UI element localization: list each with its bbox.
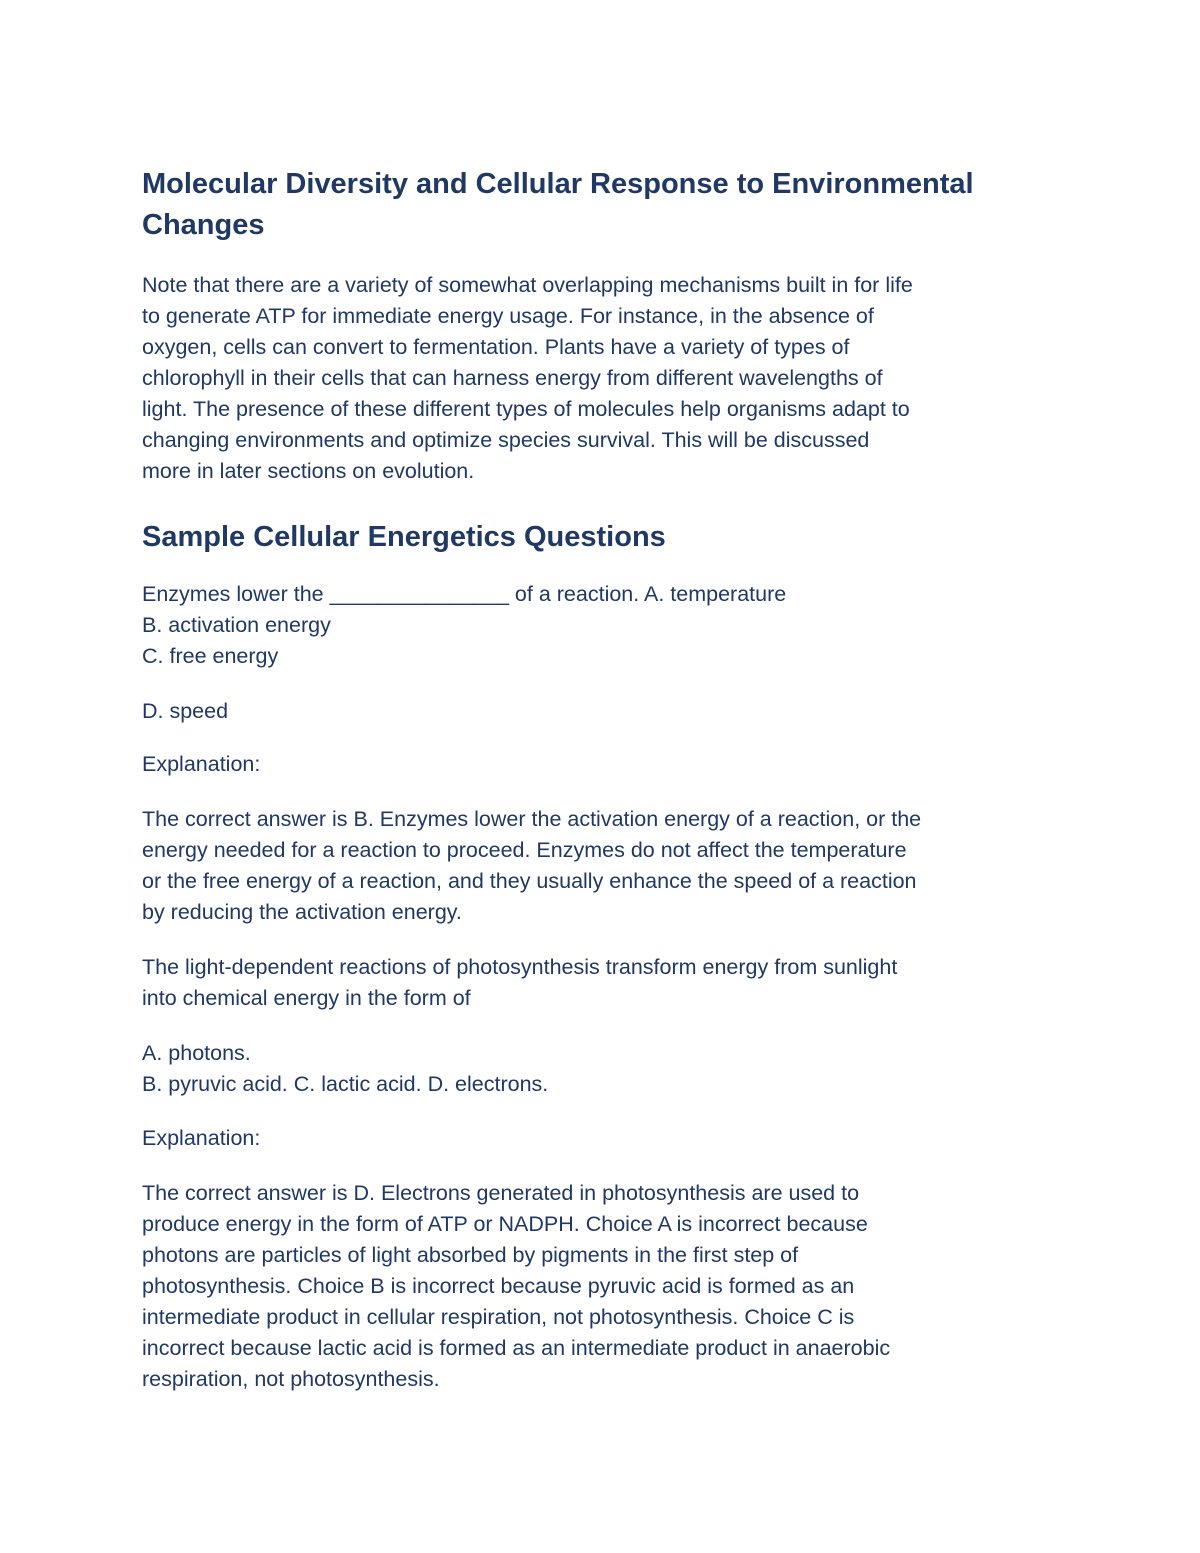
answer-option: B. activation energy (142, 613, 331, 637)
section-title-sample-questions: Sample Cellular Energetics Questions (142, 521, 666, 553)
explanation-line: by reducing the activation energy. (142, 900, 462, 924)
paragraph-line: Note that there are a variety of somewhat overlapping mechanisms built in for life (142, 273, 913, 297)
paragraph-line: more in later sections on evolution. (142, 459, 475, 483)
question-2-options (142, 1038, 1072, 1100)
explanation-line: The correct answer is B. Enzymes lower the activation energy of a reaction, or the (142, 807, 922, 831)
title-line: Molecular Diversity and Cellular Response to Environmental (142, 168, 974, 200)
question-2-explanation (142, 1178, 1072, 1395)
answer-option-d: D. speed (142, 699, 229, 723)
answer-option: B. pyruvic acid. C. lactic acid. D. electrons. (142, 1072, 549, 1096)
explanation-label: Explanation: (142, 1126, 261, 1150)
explanation-line: incorrect because lactic acid is formed as an intermediate product in anaerobic (142, 1336, 891, 1360)
explanation-line: or the free energy of a reaction, and they usually enhance the speed of a reaction (142, 869, 917, 893)
question-1-explanation (142, 804, 1072, 928)
explanation-line: intermediate product in cellular respiration, not photosynthesis. Choice C is (142, 1305, 855, 1329)
explanation-line: energy needed for a reaction to proceed. Enzymes do not affect the temperature (142, 838, 907, 862)
explanation-line: respiration, not photosynthesis. (142, 1367, 440, 1391)
paragraph-line: chlorophyll in their cells that can harness energy from different wavelengths of (142, 366, 883, 390)
answer-option: C. free energy (142, 644, 279, 668)
question-line: into chemical energy in the form of (142, 986, 471, 1010)
explanation-line: photosynthesis. Choice B is incorrect because pyruvic acid is formed as an (142, 1274, 855, 1298)
question-1-stem (142, 579, 1072, 672)
document-page (142, 164, 1072, 1395)
section-title-molecular-diversity (142, 164, 1072, 246)
paragraph-line: oxygen, cells can convert to fermentation. Plants have a variety of types of (142, 335, 850, 359)
intro-paragraph (142, 270, 1072, 487)
explanation-line: The correct answer is D. Electrons generated in photosynthesis are used to (142, 1181, 860, 1205)
paragraph-line: changing environments and optimize species survival. This will be discussed (142, 428, 870, 452)
paragraph-line: light. The presence of these different types of molecules help organisms adapt to (142, 397, 910, 421)
question-line: Enzymes lower the _______________ of a reaction. A. temperature (142, 582, 787, 606)
explanation-line: produce energy in the form of ATP or NADPH. Choice A is incorrect because (142, 1212, 868, 1236)
explanation-line: photons are particles of light absorbed by pigments in the first step of (142, 1243, 799, 1267)
question-2-stem (142, 952, 1072, 1014)
explanation-label: Explanation: (142, 752, 261, 776)
paragraph-line: to generate ATP for immediate energy usage. For instance, in the absence of (142, 304, 874, 328)
question-line: The light-dependent reactions of photosynthesis transform energy from sunlight (142, 955, 898, 979)
title-line: Changes (142, 209, 265, 241)
answer-option: A. photons. (142, 1041, 251, 1065)
